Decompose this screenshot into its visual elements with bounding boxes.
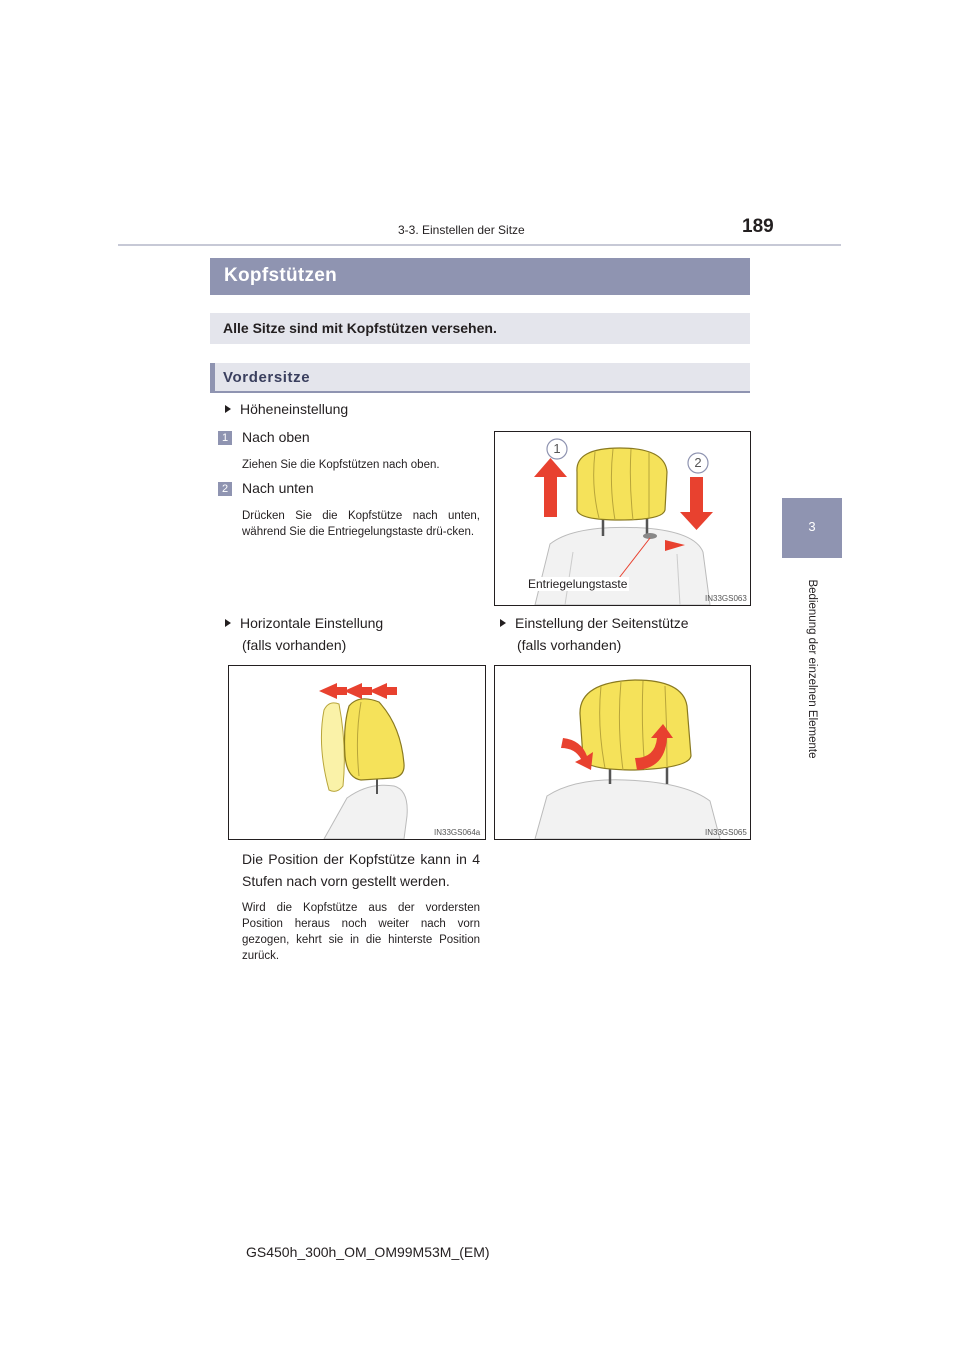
- bullet-horizontal-line1: Horizontale Einstellung: [240, 615, 384, 631]
- header-rule: [118, 244, 841, 246]
- step-desc-2: Drücken Sie die Kopfstütze nach unten, während Sie die Entriegelungstaste drü-cken.: [242, 510, 480, 538]
- figure-code: IN33GS064a: [434, 828, 481, 837]
- bullet-side-support: [500, 612, 689, 656]
- bullet-triangle-icon: [225, 619, 231, 627]
- bullet-triangle-icon: [500, 619, 506, 627]
- bullet-height-label: Höheneinstellung: [240, 401, 349, 417]
- bullet-side-line2: (falls vorhanden): [517, 637, 622, 653]
- chapter-number: 3: [808, 519, 816, 534]
- subsection-title: Vordersitze: [223, 369, 311, 386]
- step-title-2: Nach unten: [242, 480, 314, 496]
- subsection-accent: [210, 363, 215, 391]
- bullet-horizontal-line2: (falls vorhanden): [242, 637, 347, 653]
- bullet-horizontal: [225, 612, 383, 656]
- page-title: Kopfstützen: [224, 265, 338, 286]
- figure-code: IN33GS065: [705, 828, 747, 837]
- chapter-title-vertical: [762, 568, 862, 770]
- horizontal-note: Wird die Kopfstütze aus der vordersten Position heraus noch weiter nach vorn gezogen, kehrt sie in die hinterste Position zurück.: [242, 902, 480, 962]
- intro-text: Alle Sitze sind mit Kopfstützen versehen.: [223, 320, 497, 336]
- figure-side-support: [494, 665, 751, 840]
- figure-horizontal-adjustment: [228, 665, 486, 840]
- step-title-1: Nach oben: [242, 429, 310, 445]
- headrest-horizontal-illustration: [229, 666, 485, 839]
- horizontal-body: Die Position der Kopfstütze kann in 4 Stufen nach vorn gestellt werden.: [242, 851, 480, 889]
- step-desc-1: Ziehen Sie die Kopfstützen nach oben.: [242, 459, 440, 471]
- document-id-footer: GS450h_300h_OM_OM99M53M_(EM): [246, 1244, 490, 1260]
- figure-code: IN33GS063: [705, 594, 747, 603]
- bullet-side-line1: Einstellung der Seitenstütze: [515, 615, 689, 631]
- page-number: 189: [742, 216, 774, 237]
- release-button-label: Entriegelungstaste: [528, 577, 628, 591]
- bullet-triangle-icon: [225, 405, 231, 413]
- chapter-title: Bedienung der einzelnen Elemente: [806, 579, 818, 759]
- headrest-side-support-illustration: [495, 666, 750, 839]
- section-title: 3-3. Einstellen der Sitze: [398, 223, 525, 237]
- step-number-1: 1: [218, 431, 232, 445]
- callout-2: 2: [694, 455, 702, 470]
- step-number-2: 2: [218, 482, 232, 496]
- callout-1: 1: [553, 441, 561, 456]
- bullet-height: [225, 401, 348, 417]
- figure-height-adjustment: [494, 431, 751, 606]
